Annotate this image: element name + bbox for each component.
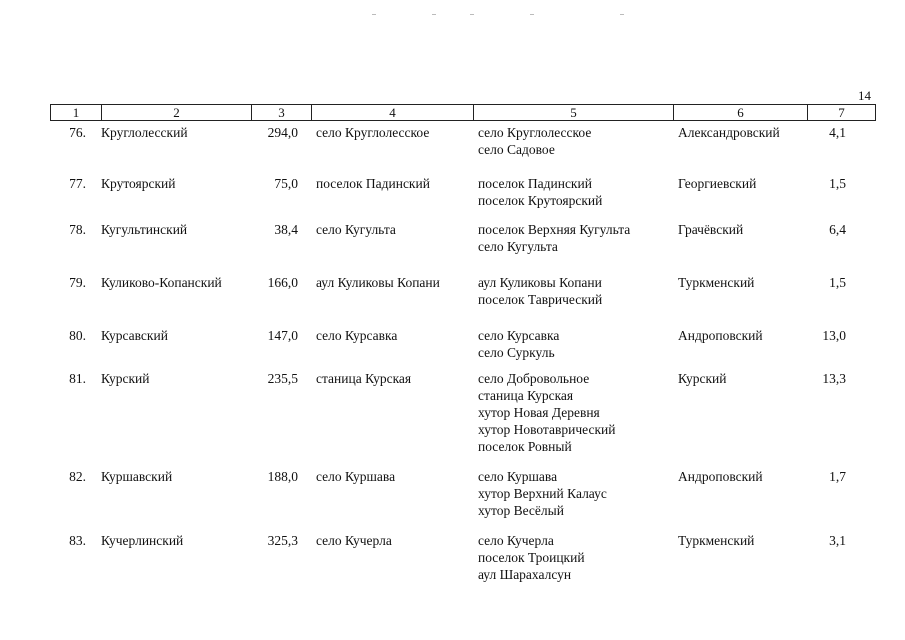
column-header-5: 5 bbox=[473, 105, 673, 120]
scan-speck bbox=[530, 14, 534, 15]
settlement-item: поселок Таврический bbox=[478, 292, 603, 307]
district-name: Георгиевский bbox=[678, 176, 757, 191]
district-name: Андроповский bbox=[678, 469, 763, 484]
administrative-center: поселок Падинский bbox=[316, 176, 430, 191]
column-header-row bbox=[50, 104, 876, 121]
settlements-list bbox=[478, 532, 585, 583]
district-name: Андроповский bbox=[678, 328, 763, 343]
settlement-item: поселок Верхняя Кугульта bbox=[478, 222, 631, 237]
municipality-name: Куликово-Копанский bbox=[101, 275, 222, 290]
settlement-item: хутор Новотаврический bbox=[478, 422, 616, 437]
settlement-item: село Куршава bbox=[478, 469, 558, 484]
administrative-center: село Круглолесское bbox=[316, 125, 430, 140]
settlements-list bbox=[478, 124, 591, 158]
settlement-item: аул Шарахалсун bbox=[478, 567, 572, 582]
settlement-item: поселок Ровный bbox=[478, 439, 572, 454]
row-number: 80. bbox=[69, 328, 86, 343]
settlement-item: село Курсавка bbox=[478, 328, 560, 343]
area-value: 188,0 bbox=[267, 469, 298, 484]
settlement-item: хутор Новая Деревня bbox=[478, 405, 600, 420]
column-7-value: 1,5 bbox=[829, 275, 846, 290]
settlement-item: село Кугульта bbox=[478, 239, 558, 254]
column-header-1: 1 bbox=[72, 105, 80, 120]
district-name: Грачёвский bbox=[678, 222, 744, 237]
column-7-value: 13,3 bbox=[822, 371, 846, 386]
scan-speck bbox=[620, 14, 624, 15]
settlement-item: село Садовое bbox=[478, 142, 555, 157]
row-number: 83. bbox=[69, 533, 86, 548]
administrative-center: село Кучерла bbox=[316, 533, 392, 548]
column-header-6: 6 bbox=[673, 105, 807, 120]
column-header-3: 3 bbox=[251, 105, 311, 120]
column-7-value: 6,4 bbox=[829, 222, 846, 237]
area-value: 235,5 bbox=[267, 371, 298, 386]
settlements-list bbox=[478, 370, 615, 455]
column-7-value: 13,0 bbox=[822, 328, 846, 343]
district-name: Александровский bbox=[678, 125, 780, 140]
district-name: Курский bbox=[678, 371, 727, 386]
administrative-center: село Курсавка bbox=[316, 328, 398, 343]
settlements-list bbox=[478, 327, 559, 361]
scan-speck bbox=[432, 14, 436, 15]
settlement-item: поселок Падинский bbox=[478, 176, 592, 191]
area-value: 75,0 bbox=[274, 176, 298, 191]
settlements-list bbox=[478, 175, 602, 209]
area-value: 147,0 bbox=[267, 328, 298, 343]
municipality-name: Круглолесский bbox=[101, 125, 188, 140]
administrative-center: станица Курская bbox=[316, 371, 412, 386]
municipality-name: Кучерлинский bbox=[101, 533, 184, 548]
area-value: 294,0 bbox=[267, 125, 298, 140]
settlement-item: поселок Крутоярский bbox=[478, 193, 603, 208]
district-name: Туркменский bbox=[678, 533, 755, 548]
area-value: 166,0 bbox=[267, 275, 298, 290]
settlement-item: село Суркуль bbox=[478, 345, 555, 360]
settlements-list bbox=[478, 468, 607, 519]
settlement-item: село Кучерла bbox=[478, 533, 554, 548]
row-number: 82. bbox=[69, 469, 86, 484]
area-value: 325,3 bbox=[267, 533, 298, 548]
administrative-center: аул Куликовы Копани bbox=[316, 275, 440, 290]
column-header-2: 2 bbox=[101, 105, 251, 120]
row-number: 76. bbox=[69, 125, 86, 140]
municipality-name: Крутоярский bbox=[101, 176, 176, 191]
column-7-value: 4,1 bbox=[829, 125, 846, 140]
scan-speck bbox=[470, 14, 474, 15]
municipality-name: Кугультинский bbox=[101, 222, 188, 237]
administrative-center: село Куршава bbox=[316, 469, 396, 484]
settlement-item: станица Курская bbox=[478, 388, 574, 403]
column-7-value: 1,5 bbox=[829, 176, 846, 191]
column-header-4: 4 bbox=[311, 105, 473, 120]
municipality-name: Куршавский bbox=[101, 469, 173, 484]
column-7-value: 3,1 bbox=[829, 533, 846, 548]
administrative-center: село Кугульта bbox=[316, 222, 396, 237]
settlements-list bbox=[478, 221, 630, 255]
page-number: 14 bbox=[858, 88, 871, 103]
district-name: Туркменский bbox=[678, 275, 755, 290]
column-header-7: 7 bbox=[807, 105, 875, 120]
settlement-item: село Круглолесское bbox=[478, 125, 592, 140]
settlement-item: аул Куликовы Копани bbox=[478, 275, 602, 290]
settlement-item: хутор Верхний Калаус bbox=[478, 486, 607, 501]
area-value: 38,4 bbox=[274, 222, 298, 237]
column-7-value: 1,7 bbox=[829, 469, 846, 484]
scan-speck bbox=[372, 14, 376, 15]
settlement-item: хутор Весёлый bbox=[478, 503, 564, 518]
row-number: 81. bbox=[69, 371, 86, 386]
row-number: 77. bbox=[69, 176, 86, 191]
row-number: 79. bbox=[69, 275, 86, 290]
municipality-name: Курсавский bbox=[101, 328, 168, 343]
row-number: 78. bbox=[69, 222, 86, 237]
settlement-item: село Добровольное bbox=[478, 371, 590, 386]
municipality-name: Курский bbox=[101, 371, 150, 386]
settlements-list bbox=[478, 274, 602, 308]
settlement-item: поселок Троицкий bbox=[478, 550, 585, 565]
